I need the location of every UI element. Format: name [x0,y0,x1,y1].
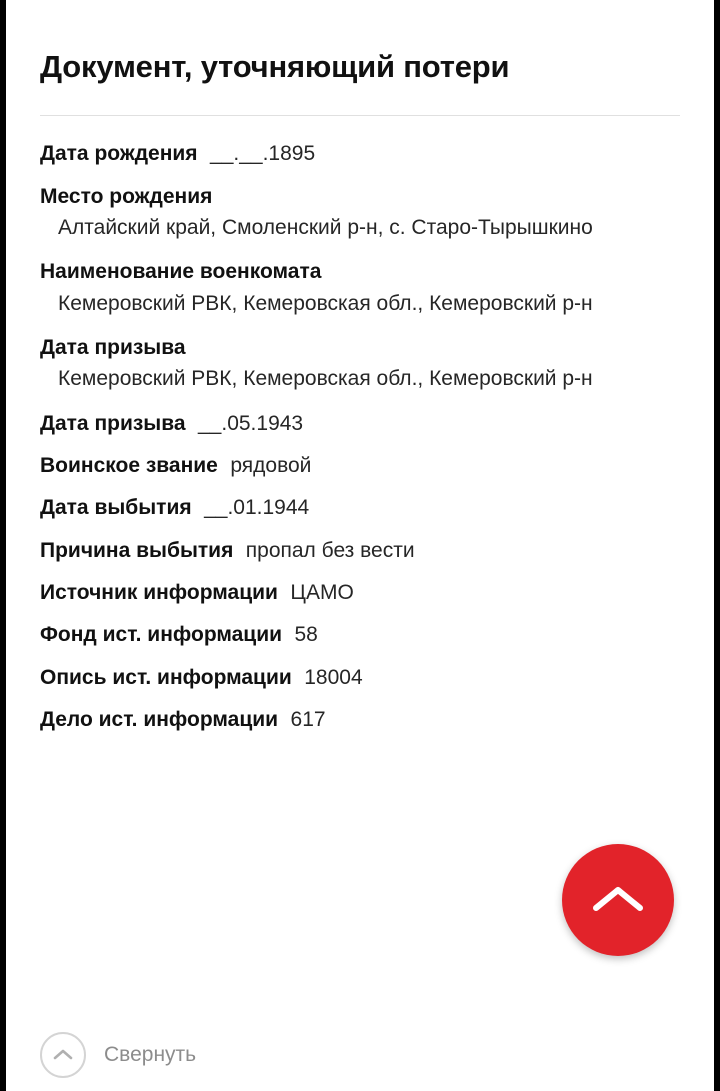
field-military-rank [40,452,680,480]
field-value: Алтайский край, Смоленский р-н, с. Старо-Тырышкино [58,215,593,239]
field-label: Дата выбытия [40,496,192,520]
field-value: 58 [294,623,318,647]
chevron-up-icon [592,884,644,916]
field-loss-reason [40,537,680,565]
field-label: Дата призыва [40,335,186,359]
field-label: Наименование военкомата [40,260,322,284]
collapse-label: Свернуть [104,1043,197,1066]
field-value: __.__.1895 [210,142,316,166]
field-label: Воинское звание [40,453,218,477]
field-date-of-birth [40,140,680,168]
document-content [6,0,714,734]
field-delo [40,706,680,734]
field-value: 617 [290,708,326,731]
title-divider [40,115,680,116]
field-draft-place [40,334,680,394]
field-label: Дата рождения [40,142,198,166]
field-label: Место рождения [40,184,213,208]
field-label: Источник информации [40,580,278,604]
field-value: Кемеровский РВК, Кемеровская обл., Кемеровский р-н [58,367,593,391]
field-value: рядовой [230,453,312,477]
field-value: 18004 [304,665,363,689]
field-place-of-birth [40,183,680,243]
field-value: пропал без вести [245,538,415,562]
field-opis [40,664,680,692]
field-value: __.05.1943 [198,411,304,435]
field-value: Кемеровский РВК, Кемеровская обл., Кемеровский р-н [58,291,593,315]
field-loss-date [40,494,680,522]
field-label: Фонд ист. информации [40,623,283,647]
field-value: __.01.1944 [204,496,310,520]
page-title: Документ, уточняющий потери [40,49,510,84]
field-label: Дело ист. информации [40,708,279,731]
field-fond [40,621,680,649]
field-information-source [40,579,680,607]
field-draft-date [40,410,680,438]
collapse-button[interactable] [12,1019,708,1091]
field-label: Опись ист. информации [40,665,292,689]
field-label: Дата призыва [40,411,186,435]
chevron-up-circle-icon [40,1032,86,1078]
field-label: Причина выбытия [40,538,234,562]
scroll-to-top-button[interactable] [562,844,674,956]
field-recruitment-office-name [40,258,680,318]
field-value: ЦАМО [290,580,354,604]
